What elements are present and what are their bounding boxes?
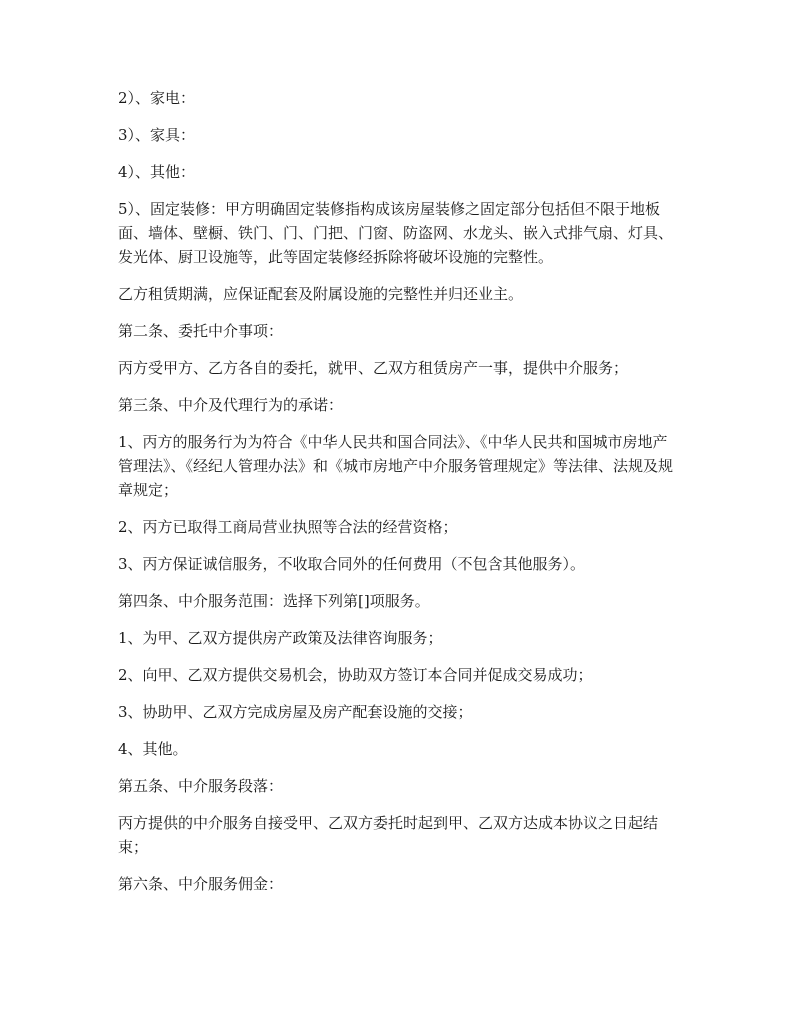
- section-heading: 第六条、中介服务佣金：: [118, 875, 284, 893]
- paragraph: 4）、其他：: [118, 163, 196, 181]
- paragraph: 2、丙方已取得工商局营业执照等合法的经营资格；: [118, 518, 458, 536]
- paragraph: 1、丙方的服务行为为符合《中华人民共和国合同法》、《中华人民共和国城市房地产管理法》、《经纪人管理办法》和《城市房地产中介服务管理规定》等法律、法规及规章规定；: [118, 433, 674, 499]
- section-heading: 第三条、中介及代理行为的承诺：: [118, 396, 344, 414]
- paragraph: 乙方租赁期满，应保证配套及附属设施的完整性并归还业主。: [118, 285, 524, 303]
- section-heading: 第五条、中介服务段落：: [118, 777, 284, 795]
- section-heading: 第二条、委托中介事项：: [118, 322, 284, 340]
- paragraph: 丙方受甲方、乙方各自的委托，就甲、乙双方租赁房产一事，提供中介服务；: [118, 359, 629, 377]
- paragraph: 1、为甲、乙双方提供房产政策及法律咨询服务；: [118, 629, 443, 647]
- paragraph: 5）、固定装修：甲方明确固定装修指构成该房屋装修之固定部分包括但不限于地板面、墙体、壁橱、铁门、门、门把、门窗、防盗网、水龙头、嵌入式排气扇、灯具、发光体、厨卫设施等，此等固定装修经拆除将破坏设施的完整性。: [118, 200, 674, 266]
- paragraph: 丙方提供的中介服务自接受甲、乙双方委托时起到甲、乙双方达成本协议之日起结束；: [118, 814, 659, 856]
- document-body: [118, 86, 678, 909]
- paragraph: 2）、家电：: [118, 89, 196, 107]
- paragraph: 2、向甲、乙双方提供交易机会，协助双方签订本合同并促成交易成功；: [118, 666, 593, 684]
- paragraph: 3）、家具：: [118, 126, 196, 144]
- paragraph: 4、其他。: [118, 740, 188, 758]
- paragraph: 3、协助甲、乙双方完成房屋及房产配套设施的交接；: [118, 703, 473, 721]
- section-heading: 第四条、中介服务范围：选择下列第[]项服务。: [118, 592, 430, 610]
- paragraph: 3、丙方保证诚信服务，不收取合同外的任何费用（不包含其他服务）。: [118, 555, 586, 573]
